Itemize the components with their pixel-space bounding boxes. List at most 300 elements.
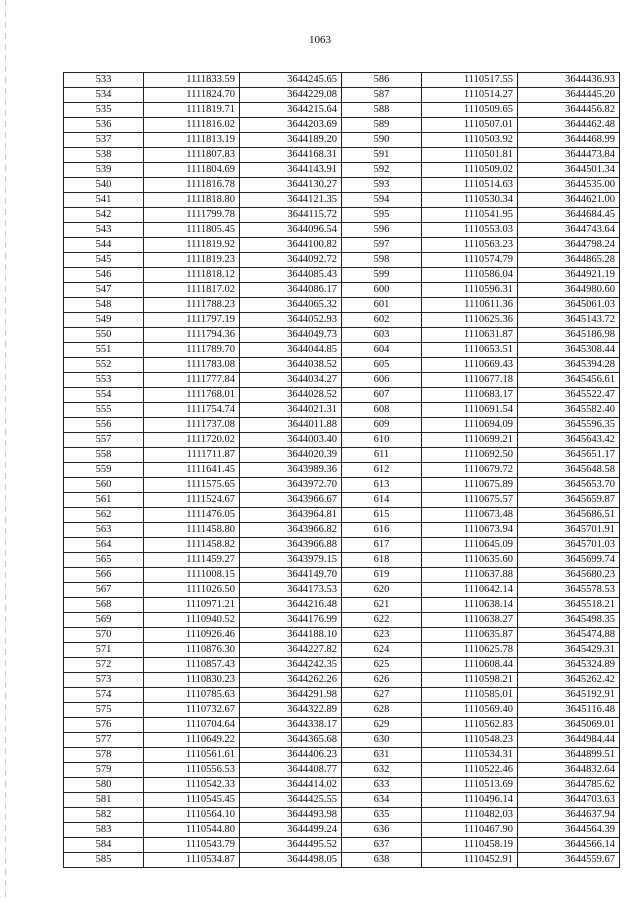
- point-number: 625: [342, 658, 422, 673]
- scan-edge: [5, 0, 6, 898]
- x-coordinate: 1110611.36: [422, 298, 518, 313]
- point-number: 595: [342, 208, 422, 223]
- x-coordinate: 1110857.43: [144, 658, 240, 673]
- x-coordinate: 1110631.87: [422, 328, 518, 343]
- y-coordinate: 3645116.48: [518, 703, 620, 718]
- y-coordinate: 3644445.20: [518, 88, 620, 103]
- point-number: 539: [64, 163, 144, 178]
- x-coordinate: 1110534.31: [422, 748, 518, 763]
- point-number: 628: [342, 703, 422, 718]
- point-number: 611: [342, 448, 422, 463]
- x-coordinate: 1110542.33: [144, 778, 240, 793]
- x-coordinate: 1110507.01: [422, 118, 518, 133]
- table-row: [64, 208, 620, 223]
- x-coordinate: 1111575.65: [144, 478, 240, 493]
- x-coordinate: 1110642.14: [422, 583, 518, 598]
- y-coordinate: 3644189.20: [240, 133, 342, 148]
- point-number: 572: [64, 658, 144, 673]
- y-coordinate: 3644493.98: [240, 808, 342, 823]
- point-number: 581: [64, 793, 144, 808]
- point-number: 550: [64, 328, 144, 343]
- y-coordinate: 3645648.58: [518, 463, 620, 478]
- point-number: 623: [342, 628, 422, 643]
- table-row: [64, 313, 620, 328]
- table-row: [64, 583, 620, 598]
- x-coordinate: 1111819.71: [144, 103, 240, 118]
- point-number: 612: [342, 463, 422, 478]
- table-row: [64, 433, 620, 448]
- y-coordinate: 3644559.67: [518, 853, 620, 868]
- y-coordinate: 3644242.35: [240, 658, 342, 673]
- point-number: 571: [64, 643, 144, 658]
- point-number: 624: [342, 643, 422, 658]
- point-number: 584: [64, 838, 144, 853]
- x-coordinate: 1111819.23: [144, 253, 240, 268]
- point-number: 600: [342, 283, 422, 298]
- y-coordinate: 3644176.99: [240, 613, 342, 628]
- x-coordinate: 1110683.17: [422, 388, 518, 403]
- y-coordinate: 3644044.85: [240, 343, 342, 358]
- x-coordinate: 1110548.23: [422, 733, 518, 748]
- table-row: [64, 388, 620, 403]
- y-coordinate: 3645578.53: [518, 583, 620, 598]
- x-coordinate: 1110545.45: [144, 793, 240, 808]
- table-row: [64, 418, 620, 433]
- point-number: 560: [64, 478, 144, 493]
- x-coordinate: 1111524.67: [144, 493, 240, 508]
- y-coordinate: 3645643.42: [518, 433, 620, 448]
- x-coordinate: 1110574.79: [422, 253, 518, 268]
- point-number: 591: [342, 148, 422, 163]
- x-coordinate: 1110509.02: [422, 163, 518, 178]
- y-coordinate: 3644564.39: [518, 823, 620, 838]
- y-coordinate: 3644216.48: [240, 598, 342, 613]
- table-row: [64, 643, 620, 658]
- point-number: 614: [342, 493, 422, 508]
- point-number: 616: [342, 523, 422, 538]
- point-number: 609: [342, 418, 422, 433]
- coordinate-table: [63, 72, 620, 868]
- x-coordinate: 1111458.80: [144, 523, 240, 538]
- x-coordinate: 1111737.08: [144, 418, 240, 433]
- y-coordinate: 3644003.40: [240, 433, 342, 448]
- y-coordinate: 3643964.81: [240, 508, 342, 523]
- table-row: [64, 508, 620, 523]
- x-coordinate: 1110637.88: [422, 568, 518, 583]
- x-coordinate: 1110522.46: [422, 763, 518, 778]
- y-coordinate: 3644456.82: [518, 103, 620, 118]
- y-coordinate: 3645582.40: [518, 403, 620, 418]
- point-number: 596: [342, 223, 422, 238]
- point-number: 610: [342, 433, 422, 448]
- point-number: 574: [64, 688, 144, 703]
- y-coordinate: 3644203.69: [240, 118, 342, 133]
- point-number: 607: [342, 388, 422, 403]
- x-coordinate: 1111026.50: [144, 583, 240, 598]
- y-coordinate: 3644743.64: [518, 223, 620, 238]
- y-coordinate: 3644038.52: [240, 358, 342, 373]
- point-number: 629: [342, 718, 422, 733]
- point-number: 597: [342, 238, 422, 253]
- y-coordinate: 3644501.34: [518, 163, 620, 178]
- table-row: [64, 73, 620, 88]
- x-coordinate: 1111641.45: [144, 463, 240, 478]
- point-number: 533: [64, 73, 144, 88]
- point-number: 536: [64, 118, 144, 133]
- point-number: 620: [342, 583, 422, 598]
- x-coordinate: 1111797.19: [144, 313, 240, 328]
- y-coordinate: 3645143.72: [518, 313, 620, 328]
- x-coordinate: 1110534.87: [144, 853, 240, 868]
- table-row: [64, 718, 620, 733]
- point-number: 589: [342, 118, 422, 133]
- point-number: 638: [342, 853, 422, 868]
- table-row: [64, 748, 620, 763]
- point-number: 618: [342, 553, 422, 568]
- y-coordinate: 3644436.93: [518, 73, 620, 88]
- y-coordinate: 3645324.89: [518, 658, 620, 673]
- point-number: 558: [64, 448, 144, 463]
- table-row: [64, 148, 620, 163]
- table-row: [64, 133, 620, 148]
- y-coordinate: 3644021.31: [240, 403, 342, 418]
- x-coordinate: 1111720.02: [144, 433, 240, 448]
- y-coordinate: 3645069.01: [518, 718, 620, 733]
- x-coordinate: 1110785.63: [144, 688, 240, 703]
- y-coordinate: 3645651.17: [518, 448, 620, 463]
- point-number: 633: [342, 778, 422, 793]
- x-coordinate: 1110699.21: [422, 433, 518, 448]
- y-coordinate: 3644637.94: [518, 808, 620, 823]
- y-coordinate: 3644262.26: [240, 673, 342, 688]
- point-number: 545: [64, 253, 144, 268]
- point-number: 575: [64, 703, 144, 718]
- x-coordinate: 1110675.89: [422, 478, 518, 493]
- y-coordinate: 3643966.82: [240, 523, 342, 538]
- x-coordinate: 1110691.54: [422, 403, 518, 418]
- x-coordinate: 1110496.14: [422, 793, 518, 808]
- x-coordinate: 1110452.91: [422, 853, 518, 868]
- x-coordinate: 1111817.02: [144, 283, 240, 298]
- table-row: [64, 103, 620, 118]
- y-coordinate: 3645522.47: [518, 388, 620, 403]
- y-coordinate: 3644020.39: [240, 448, 342, 463]
- point-number: 538: [64, 148, 144, 163]
- x-coordinate: 1110635.87: [422, 628, 518, 643]
- y-coordinate: 3645498.35: [518, 613, 620, 628]
- point-number: 565: [64, 553, 144, 568]
- y-coordinate: 3643966.88: [240, 538, 342, 553]
- point-number: 554: [64, 388, 144, 403]
- y-coordinate: 3645474.88: [518, 628, 620, 643]
- table-row: [64, 403, 620, 418]
- table-row: [64, 628, 620, 643]
- y-coordinate: 3644832.64: [518, 763, 620, 778]
- coordinate-table-body: [64, 73, 620, 868]
- point-number: 534: [64, 88, 144, 103]
- y-coordinate: 3644684.45: [518, 208, 620, 223]
- x-coordinate: 1110673.48: [422, 508, 518, 523]
- x-coordinate: 1110564.10: [144, 808, 240, 823]
- x-coordinate: 1111754.74: [144, 403, 240, 418]
- y-coordinate: 3644028.52: [240, 388, 342, 403]
- table-row: [64, 283, 620, 298]
- y-coordinate: 3644121.35: [240, 193, 342, 208]
- x-coordinate: 1111768.01: [144, 388, 240, 403]
- point-number: 548: [64, 298, 144, 313]
- page-number: 1063: [309, 34, 331, 46]
- point-number: 586: [342, 73, 422, 88]
- point-number: 635: [342, 808, 422, 823]
- x-coordinate: 1111819.92: [144, 238, 240, 253]
- point-number: 613: [342, 478, 422, 493]
- x-coordinate: 1111816.02: [144, 118, 240, 133]
- table-row: [64, 358, 620, 373]
- point-number: 570: [64, 628, 144, 643]
- point-number: 576: [64, 718, 144, 733]
- point-number: 542: [64, 208, 144, 223]
- point-number: 587: [342, 88, 422, 103]
- table-row: [64, 328, 620, 343]
- y-coordinate: 3644034.27: [240, 373, 342, 388]
- table-row: [64, 613, 620, 628]
- y-coordinate: 3644052.93: [240, 313, 342, 328]
- y-coordinate: 3645429.31: [518, 643, 620, 658]
- y-coordinate: 3644143.91: [240, 163, 342, 178]
- y-coordinate: 3644049.73: [240, 328, 342, 343]
- y-coordinate: 3644291.98: [240, 688, 342, 703]
- point-number: 602: [342, 313, 422, 328]
- x-coordinate: 1111818.12: [144, 268, 240, 283]
- y-coordinate: 3644425.55: [240, 793, 342, 808]
- point-number: 598: [342, 253, 422, 268]
- point-number: 553: [64, 373, 144, 388]
- y-coordinate: 3644980.60: [518, 283, 620, 298]
- y-coordinate: 3644096.54: [240, 223, 342, 238]
- x-coordinate: 1110704.64: [144, 718, 240, 733]
- point-number: 567: [64, 583, 144, 598]
- table-row: [64, 673, 620, 688]
- x-coordinate: 1111777.84: [144, 373, 240, 388]
- point-number: 632: [342, 763, 422, 778]
- x-coordinate: 1110585.01: [422, 688, 518, 703]
- x-coordinate: 1110569.40: [422, 703, 518, 718]
- y-coordinate: 3643972.70: [240, 478, 342, 493]
- x-coordinate: 1110649.22: [144, 733, 240, 748]
- y-coordinate: 3644215.64: [240, 103, 342, 118]
- x-coordinate: 1110638.27: [422, 613, 518, 628]
- x-coordinate: 1111799.78: [144, 208, 240, 223]
- table-row: [64, 478, 620, 493]
- y-coordinate: 3644338.17: [240, 718, 342, 733]
- y-coordinate: 3645699.74: [518, 553, 620, 568]
- table-row: [64, 223, 620, 238]
- table-row: [64, 658, 620, 673]
- point-number: 592: [342, 163, 422, 178]
- y-coordinate: 3644785.62: [518, 778, 620, 793]
- point-number: 583: [64, 823, 144, 838]
- x-coordinate: 1110876.30: [144, 643, 240, 658]
- x-coordinate: 1110732.67: [144, 703, 240, 718]
- table-row: [64, 568, 620, 583]
- point-number: 622: [342, 613, 422, 628]
- point-number: 593: [342, 178, 422, 193]
- table-row: [64, 373, 620, 388]
- y-coordinate: 3644092.72: [240, 253, 342, 268]
- point-number: 555: [64, 403, 144, 418]
- y-coordinate: 3645701.03: [518, 538, 620, 553]
- x-coordinate: 1110596.31: [422, 283, 518, 298]
- y-coordinate: 3645680.23: [518, 568, 620, 583]
- point-number: 552: [64, 358, 144, 373]
- x-coordinate: 1110541.95: [422, 208, 518, 223]
- table-row: [64, 523, 620, 538]
- x-coordinate: 1110586.04: [422, 268, 518, 283]
- y-coordinate: 3644566.14: [518, 838, 620, 853]
- x-coordinate: 1111008.15: [144, 568, 240, 583]
- x-coordinate: 1110653.51: [422, 343, 518, 358]
- x-coordinate: 1110677.18: [422, 373, 518, 388]
- point-number: 580: [64, 778, 144, 793]
- x-coordinate: 1110530.34: [422, 193, 518, 208]
- x-coordinate: 1110598.21: [422, 673, 518, 688]
- y-coordinate: 3645518.21: [518, 598, 620, 613]
- y-coordinate: 3644065.32: [240, 298, 342, 313]
- x-coordinate: 1111794.36: [144, 328, 240, 343]
- point-number: 566: [64, 568, 144, 583]
- point-number: 551: [64, 343, 144, 358]
- y-coordinate: 3645192.91: [518, 688, 620, 703]
- y-coordinate: 3645308.44: [518, 343, 620, 358]
- table-row: [64, 778, 620, 793]
- x-coordinate: 1111459.27: [144, 553, 240, 568]
- x-coordinate: 1110509.65: [422, 103, 518, 118]
- point-number: 599: [342, 268, 422, 283]
- table-row: [64, 838, 620, 853]
- x-coordinate: 1110514.27: [422, 88, 518, 103]
- x-coordinate: 1110561.61: [144, 748, 240, 763]
- point-number: 588: [342, 103, 422, 118]
- y-coordinate: 3643989.36: [240, 463, 342, 478]
- y-coordinate: 3644408.77: [240, 763, 342, 778]
- point-number: 579: [64, 763, 144, 778]
- y-coordinate: 3645659.87: [518, 493, 620, 508]
- table-row: [64, 553, 620, 568]
- x-coordinate: 1111711.87: [144, 448, 240, 463]
- point-number: 549: [64, 313, 144, 328]
- point-number: 636: [342, 823, 422, 838]
- table-row: [64, 703, 620, 718]
- y-coordinate: 3645394.28: [518, 358, 620, 373]
- point-number: 604: [342, 343, 422, 358]
- table-row: [64, 193, 620, 208]
- y-coordinate: 3644495.52: [240, 838, 342, 853]
- point-number: 563: [64, 523, 144, 538]
- x-coordinate: 1110638.14: [422, 598, 518, 613]
- y-coordinate: 3644473.84: [518, 148, 620, 163]
- table-row: [64, 238, 620, 253]
- x-coordinate: 1110517.55: [422, 73, 518, 88]
- table-row: [64, 793, 620, 808]
- y-coordinate: 3644011.88: [240, 418, 342, 433]
- point-number: 547: [64, 283, 144, 298]
- point-number: 546: [64, 268, 144, 283]
- y-coordinate: 3644365.68: [240, 733, 342, 748]
- y-coordinate: 3644322.89: [240, 703, 342, 718]
- y-coordinate: 3645686.51: [518, 508, 620, 523]
- point-number: 577: [64, 733, 144, 748]
- x-coordinate: 1110544.80: [144, 823, 240, 838]
- y-coordinate: 3644229.08: [240, 88, 342, 103]
- point-number: 619: [342, 568, 422, 583]
- y-coordinate: 3645701.91: [518, 523, 620, 538]
- x-coordinate: 1110514.63: [422, 178, 518, 193]
- point-number: 564: [64, 538, 144, 553]
- x-coordinate: 1110553.03: [422, 223, 518, 238]
- x-coordinate: 1111816.78: [144, 178, 240, 193]
- y-coordinate: 3644468.99: [518, 133, 620, 148]
- y-coordinate: 3644406.23: [240, 748, 342, 763]
- x-coordinate: 1110645.09: [422, 538, 518, 553]
- y-coordinate: 3645596.35: [518, 418, 620, 433]
- x-coordinate: 1110563.23: [422, 238, 518, 253]
- x-coordinate: 1110543.79: [144, 838, 240, 853]
- point-number: 573: [64, 673, 144, 688]
- x-coordinate: 1110625.78: [422, 643, 518, 658]
- point-number: 608: [342, 403, 422, 418]
- y-coordinate: 3645061.03: [518, 298, 620, 313]
- y-coordinate: 3644865.28: [518, 253, 620, 268]
- point-number: 537: [64, 133, 144, 148]
- x-coordinate: 1110513.69: [422, 778, 518, 793]
- x-coordinate: 1110669.43: [422, 358, 518, 373]
- y-coordinate: 3644899.51: [518, 748, 620, 763]
- point-number: 561: [64, 493, 144, 508]
- x-coordinate: 1110971.21: [144, 598, 240, 613]
- x-coordinate: 1110503.92: [422, 133, 518, 148]
- x-coordinate: 1110482.03: [422, 808, 518, 823]
- x-coordinate: 1110458.19: [422, 838, 518, 853]
- table-row: [64, 163, 620, 178]
- x-coordinate: 1111807.83: [144, 148, 240, 163]
- y-coordinate: 3644621.00: [518, 193, 620, 208]
- point-number: 557: [64, 433, 144, 448]
- table-row: [64, 448, 620, 463]
- y-coordinate: 3644245.65: [240, 73, 342, 88]
- table-row: [64, 763, 620, 778]
- y-coordinate: 3644100.82: [240, 238, 342, 253]
- x-coordinate: 1110608.44: [422, 658, 518, 673]
- x-coordinate: 1110679.72: [422, 463, 518, 478]
- table-row: [64, 298, 620, 313]
- point-number: 541: [64, 193, 144, 208]
- point-number: 578: [64, 748, 144, 763]
- point-number: 544: [64, 238, 144, 253]
- x-coordinate: 1110501.81: [422, 148, 518, 163]
- x-coordinate: 1110940.52: [144, 613, 240, 628]
- x-coordinate: 1110926.46: [144, 628, 240, 643]
- table-row: [64, 823, 620, 838]
- table-row: [64, 463, 620, 478]
- point-number: 626: [342, 673, 422, 688]
- x-coordinate: 1111783.08: [144, 358, 240, 373]
- y-coordinate: 3643966.67: [240, 493, 342, 508]
- point-number: 603: [342, 328, 422, 343]
- x-coordinate: 1110692.50: [422, 448, 518, 463]
- point-number: 634: [342, 793, 422, 808]
- table-row: [64, 178, 620, 193]
- x-coordinate: 1111458.82: [144, 538, 240, 553]
